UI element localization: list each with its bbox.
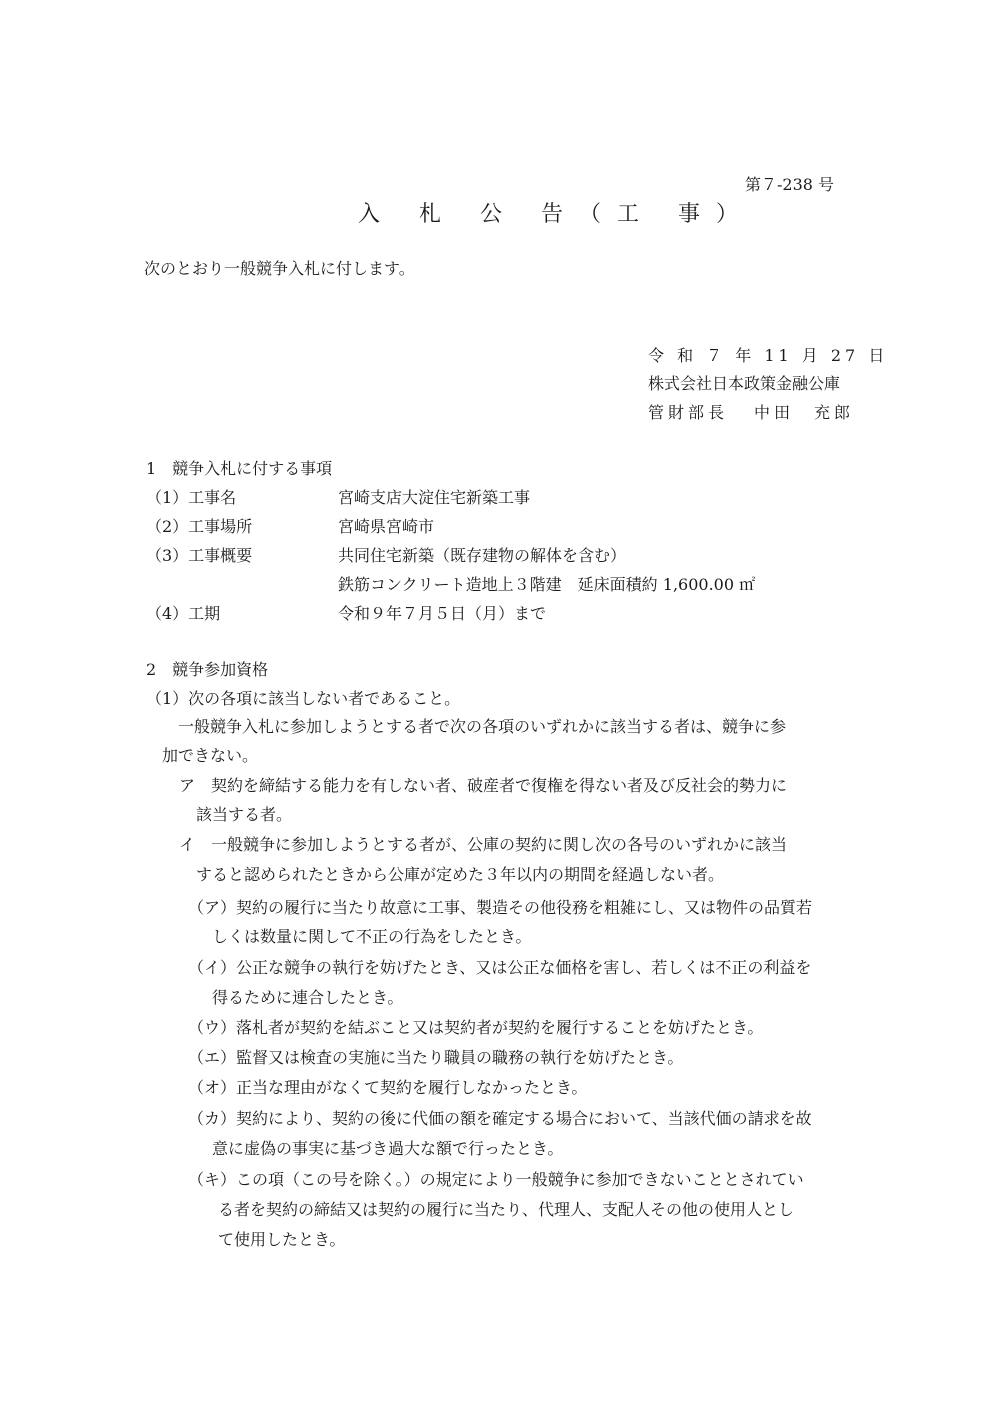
paragraph-line: 加できない。 (162, 746, 259, 765)
document-number: 第７-238 号 (745, 175, 835, 194)
sub-item-line: （キ）この項（この号を除く。）の規定により一般競争に参加できないこととされてい (188, 1170, 804, 1189)
sub-item-line: （オ）正当な理由がなくて契約を履行しなかったとき。 (188, 1078, 588, 1097)
sub-item-line: て使用したとき。 (218, 1230, 346, 1249)
issuer-organization: 株式会社日本政策金融公庫 (648, 374, 841, 393)
sub-item-line: （カ）契約により、契約の後に代価の額を確定する場合において、当該代価の請求を故 (188, 1109, 812, 1128)
paragraph-line: 一般競争入札に参加しようとする者で次の各項のいずれかに該当する者は、競争に参 (178, 717, 787, 736)
sub-item-line: る者を契約の締結又は契約の履行に当たり、代理人、支配人その他の使用人とし (218, 1200, 795, 1219)
item-a-line: 該当する者。 (196, 805, 293, 824)
item-a-line: ア 契約を締結する能力を有しない者、破産者で復権を得ない者及び反社会的勢力に (179, 776, 788, 795)
item-i-line: すると認められたときから公庫が定めた３年以内の期間を経過しない者。 (196, 865, 725, 884)
issuer-name: 中田 充郎 (754, 403, 855, 422)
section2-heading: 2 競争参加資格 (146, 660, 269, 679)
sub-item-line: 得るために連合したとき。 (212, 988, 404, 1007)
item-i-line: イ 一般競争に参加しようとする者が、公庫の契約に関し次の各号のいずれかに該当 (179, 835, 788, 854)
issuer-position: 管財部長 (648, 403, 729, 422)
item-value: 宮崎県宮崎市 (338, 517, 435, 536)
sub-item-line: しくは数量に関して不正の行為をしたとき。 (212, 927, 532, 946)
document-title: 入 札 公 告（工 事） (358, 202, 754, 227)
sub-item-line: （ウ）落札者が契約を結ぶこと又は契約者が契約を履行することを妨げたとき。 (188, 1018, 764, 1037)
sub-item-line: （ア）契約の履行に当たり故意に工事、製造その他役務を粗雑にし、又は物件の品質若 (188, 898, 813, 917)
item-label: （2）工事場所 (146, 517, 253, 536)
section1-heading: 1 競争入札に付する事項 (146, 459, 333, 478)
sub-item-line: （エ）監督又は検査の実施に当たり職員の職務の執行を妨げたとき。 (188, 1048, 684, 1067)
intro-text: 次のとおり一般競争入札に付します。 (144, 259, 415, 278)
item-value: 令和９年７月５日（月）まで (338, 604, 547, 623)
sub-item-line: 意に虚偽の事実に基づき過大な額で行ったとき。 (212, 1139, 564, 1158)
item-label: （4）工期 (146, 604, 221, 623)
item-value: 共同住宅新築（既存建物の解体を含む） (338, 546, 627, 565)
item-value: 宮崎支店大淀住宅新築工事 (338, 488, 531, 507)
issue-date: 令 和 ７ 年 11 月 27 日 (648, 346, 889, 365)
item-value-continued: 鉄筋コンクリート造地上３階建 延床面積約 1,600.00 ㎡ (338, 575, 756, 594)
issuer-signature (648, 402, 854, 424)
sub-item-line: （イ）公正な競争の執行を妨げたとき、又は公正な価格を害し、若しくは不正の利益を (188, 958, 812, 977)
item-label: （1）工事名 (146, 488, 237, 507)
item-label: （3）工事概要 (146, 546, 253, 565)
section2-sub1: （1）次の各項に該当しない者であること。 (146, 689, 461, 708)
